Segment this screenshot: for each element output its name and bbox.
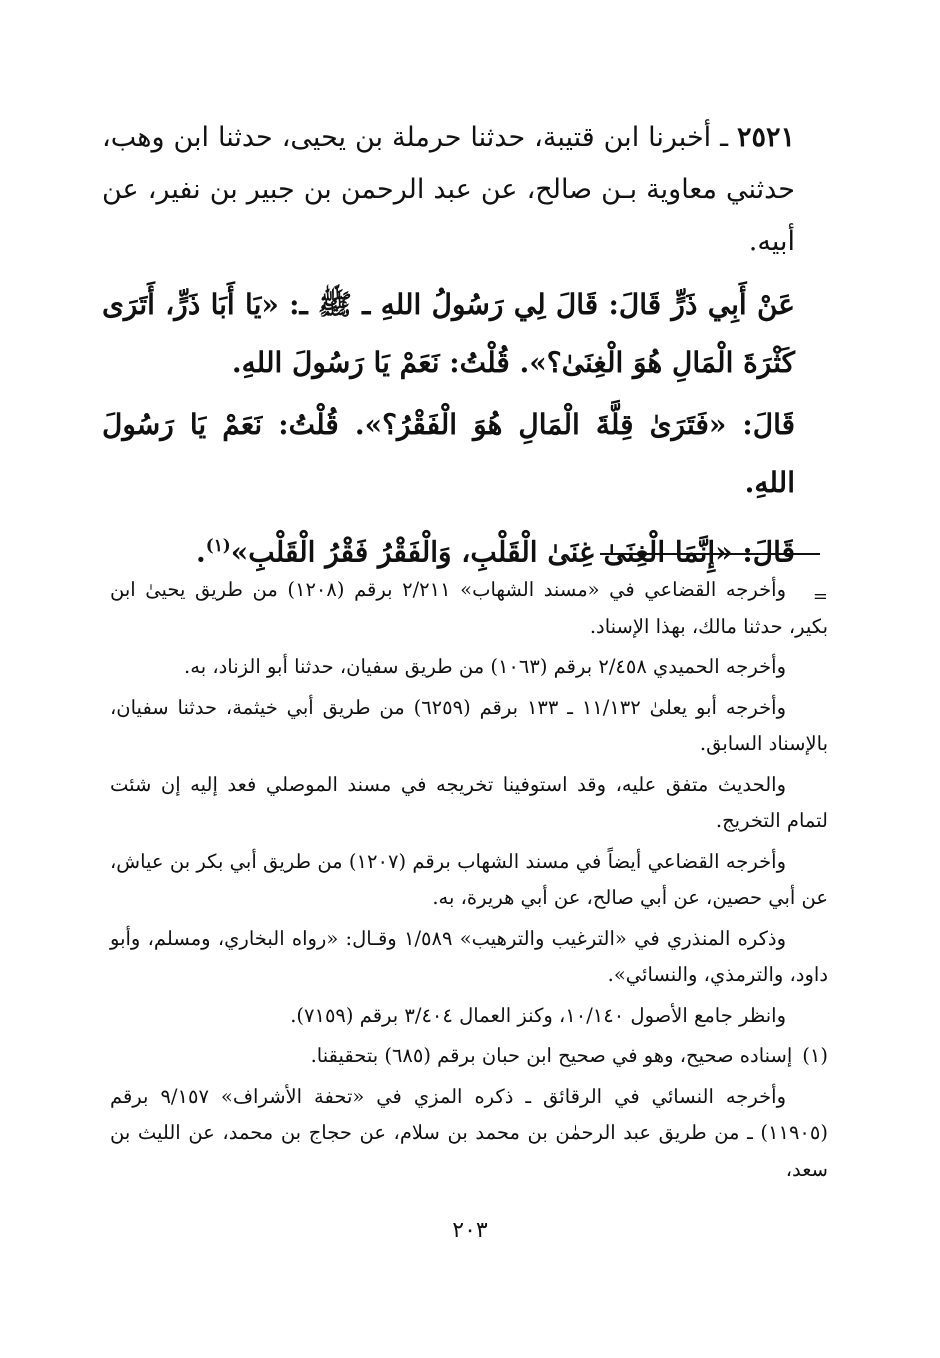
footnote-paragraph: وأخرجه أبو يعلىٰ ١١/١٣٢ ـ ١٣٣ برقم (٦٢٥٩) من طريق أبي خيثمة، حدثنا سفيان، بالإسناد السابق. <box>110 695 828 755</box>
hadith-chain <box>102 112 795 268</box>
hadith-text <box>102 276 795 581</box>
footnote-divider <box>600 553 820 555</box>
footnote-number: (١) <box>802 1044 828 1067</box>
hadith-isnad: ـ أخبرنا ابن قتيبة، حدثنا حرملة بن يحيى، حدثنا ابن وهب، حدثني معاوية بـن صالح، عن عبد الرحمن بن جبير بن نفير، عن أبيه. <box>102 122 795 257</box>
footnotes <box>110 572 828 1192</box>
footnote-paragraph: وأخرجه القضاعي في «مسند الشهاب» ٢/٢١١ برقم (١٢٠٨) من طريق يحيىٰ ابن بكير، حدثنا مالك، بهذا الإسناد. <box>110 578 828 638</box>
continuation-marker: = <box>812 586 828 607</box>
footnote-reference: (١) <box>205 535 231 555</box>
footnote-1-text: إسناده صحيح، وهو في صحيح ابن حبان برقم (٦٨٥) بتحقيقنا. <box>310 1044 793 1067</box>
footnote-paragraph: وأخرجه الحميدي ٢/٤٥٨ برقم (١٠٦٣) من طريق سفيان، حدثنا أبو الزناد، به. <box>184 655 786 678</box>
hadith-number: ٢٥٢١ <box>736 122 795 153</box>
hadith-line: قَالَ: «فَتَرَىٰ قِلَّةَ الْمَالِ هُوَ الْفَقْرُ؟». قُلْتُ: نَعَمْ يَا رَسُولَ اللهِ. <box>102 408 795 499</box>
hadith-line-text: قَالَ: «إِنَّمَا الْغِنَىٰ غِنَىٰ الْقَلْبِ، وَالْفَقْرُ فَقْرُ الْقَلْبِ» <box>230 535 795 569</box>
main-text <box>102 112 795 585</box>
footnote-paragraph: وأخرجه النسائي في الرقائق ـ ذكره المزي في «تحفة الأشراف» ٩/١٥٧ برقم (١١٩٠٥) ـ من طريق عبد الرحمٰن بن محمد بن سلام، عن حجاج بن محمد، عن الليث بن سعد، <box>110 1084 828 1181</box>
footnote-paragraph: وأخرجه القضاعي أيضاً في مسند الشهاب برقم (١٢٠٧) من طريق أبي بكر بن عياش، عن أبي حصين، عن أبي صالح، عن أبي هريرة، به. <box>110 849 828 909</box>
hadith-line: عَنْ أَبِي ذَرٍّ قَالَ: قَالَ لِي رَسُولُ اللهِ ـ ﷺ ـ: «يَا أَبَا ذَرٍّ، أَتَرَى كَثْرَةَ الْمَالِ هُوَ الْغِنَىٰ؟». قُلْتُ: نَعَمْ يَا رَسُولَ اللهِ. <box>102 288 795 379</box>
footnote-paragraph: وذكره المنذري في «الترغيب والترهيب» ١/٥٨٩ وقـال: «رواه البخاري، ومسلم، وأبو داود، والترمذي، والنسائي». <box>110 926 828 986</box>
hadith-line-end: . <box>196 535 206 569</box>
page-number: ٢٠٣ <box>452 1218 488 1243</box>
footnote-paragraph: وانظر جامع الأصول ١٠/١٤٠، وكنز العمال ٣/٤٠٤ برقم (٧١٥٩). <box>290 1003 786 1027</box>
footnote-paragraph: والحديث متفق عليه، وقد استوفينا تخريجه في مسند الموصلي فعد إليه إن شئت لتمام التخريج. <box>110 772 828 832</box>
footnote-1 <box>110 1038 828 1075</box>
